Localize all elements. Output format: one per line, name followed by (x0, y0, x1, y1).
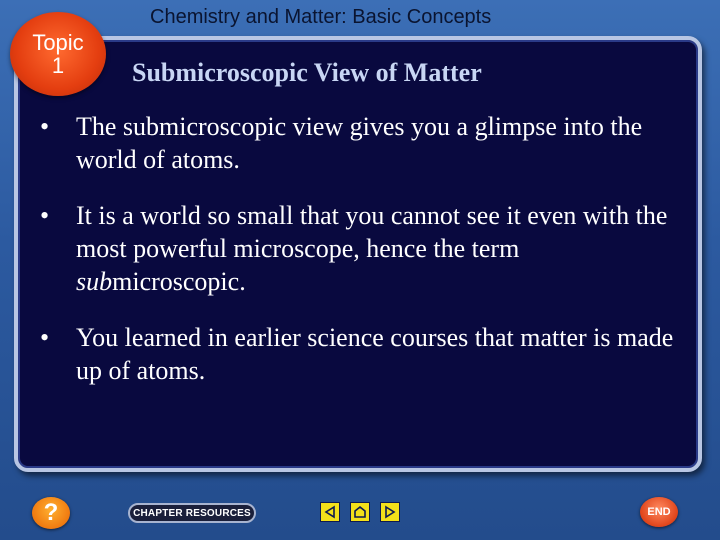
bullet-dot: • (40, 201, 50, 230)
bullet-item (40, 199, 680, 298)
topic-badge-label: Topic (32, 29, 84, 55)
bullet-dot: • (40, 323, 50, 352)
topic-badge-number: 1 (51, 53, 65, 78)
bullet-item (40, 110, 680, 176)
next-button[interactable] (380, 502, 400, 522)
bullet-text-part: It is a world so small that you cannot see it even with the most powerful microscope, hence the term (76, 201, 668, 263)
home-button[interactable] (350, 502, 370, 522)
home-icon (353, 505, 367, 519)
bullet-text (76, 201, 667, 296)
next-arrow-icon (383, 505, 397, 519)
bullet-item (40, 321, 680, 387)
topic-badge (10, 12, 106, 96)
help-button[interactable] (32, 497, 70, 529)
bullet-list (40, 110, 680, 410)
help-icon: ? (43, 499, 59, 526)
bullet-text-part: microscopic. (112, 267, 246, 296)
end-button[interactable]: END (640, 497, 678, 527)
slide-title: Submicroscopic View of Matter (132, 58, 482, 87)
bullet-text: The submicroscopic view gives you a glimpse into the world of atoms. (76, 112, 643, 174)
chapter-resources-button[interactable]: CHAPTER RESOURCES (128, 503, 256, 523)
bullet-dot: • (40, 112, 50, 141)
bullet-text-italic: sub (76, 267, 113, 296)
previous-button[interactable] (320, 502, 340, 522)
header-title: Chemistry and Matter: Basic Concepts (150, 6, 492, 28)
previous-arrow-icon (323, 505, 337, 519)
bullet-text: You learned in earlier science courses that matter is made up of atoms. (76, 323, 674, 385)
